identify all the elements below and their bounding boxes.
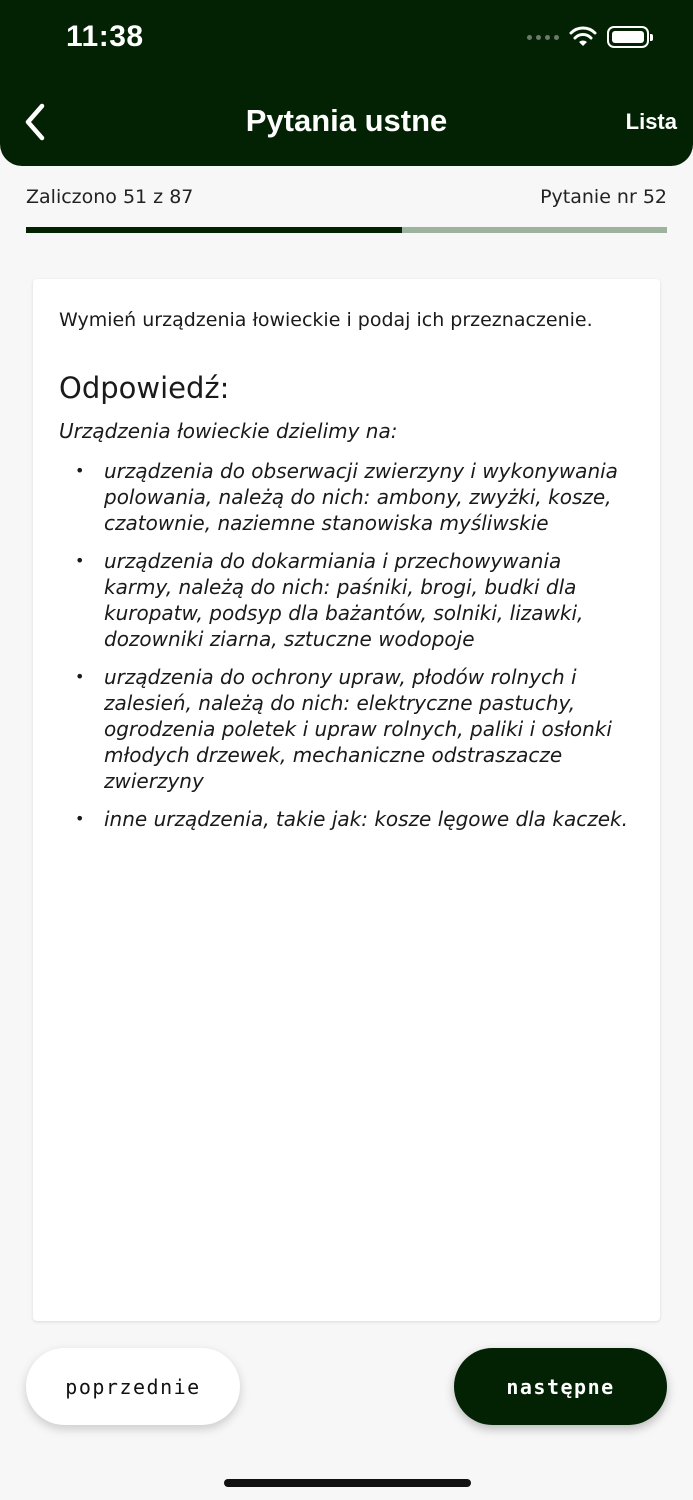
home-indicator[interactable]	[224, 1479, 471, 1487]
app-header	[0, 0, 693, 166]
bullet-icon: •	[75, 809, 85, 828]
answer-item-text: inne urządzenia, takie jak: kosze lęgowe dla kaczek.	[104, 807, 628, 831]
list-item	[59, 806, 634, 832]
answer-item-text: urządzenia do obserwacji zwierzyny i wykonywania polowania, należą do nich: ambony, zwyżki, kosze, czatownie, naziemne stanowiska myśliwskie	[104, 459, 618, 535]
page-title: Pytania ustne	[245, 103, 448, 138]
cellular-signal-icon	[527, 35, 559, 40]
answer-item-text: urządzenia do dokarmiania i przechowywania karmy, należą do nich: paśniki, brogi, budki dla kuropatw, podsyp dla bażantów, solniki, lizawki, dozowniki ziarna, sztuczne wodopoje	[104, 549, 584, 651]
passed-count-text: Zaliczono 51 z 87	[26, 186, 194, 208]
next-button[interactable]: następne	[454, 1348, 667, 1425]
question-number-text: Pytanie nr 52	[540, 186, 667, 208]
progress-bar-fill	[26, 227, 402, 233]
answer-list	[59, 458, 634, 832]
list-item	[59, 548, 634, 652]
bullet-icon: •	[75, 667, 85, 686]
battery-icon	[607, 26, 649, 48]
answer-intro: Urządzenia łowieckie dzielimy na:	[59, 419, 398, 443]
bullet-icon: •	[75, 461, 85, 480]
answer-item-text: urządzenia do ochrony upraw, płodów rolnych i zalesień, należą do nich: elektryczne pastuchy, ogrodzenia poletek i upraw rolnych, paliki i osłonki młodych drzewek, mechaniczne odstraszacze zwierzyny	[104, 665, 612, 793]
list-item	[59, 664, 634, 794]
list-button[interactable]: Lista	[625, 109, 677, 134]
status-time: 11:38	[66, 20, 144, 53]
previous-button[interactable]: poprzednie	[26, 1348, 240, 1425]
bullet-icon: •	[75, 551, 85, 570]
status-icons	[527, 26, 649, 48]
question-card	[33, 279, 660, 1321]
progress-bar	[26, 227, 667, 233]
question-text: Wymień urządzenia łowieckie i podaj ich przeznaczenie.	[59, 309, 593, 331]
wifi-icon	[569, 26, 597, 48]
list-item	[59, 458, 634, 536]
progress-info	[26, 186, 667, 208]
answer-heading: Odpowiedź:	[59, 371, 230, 405]
